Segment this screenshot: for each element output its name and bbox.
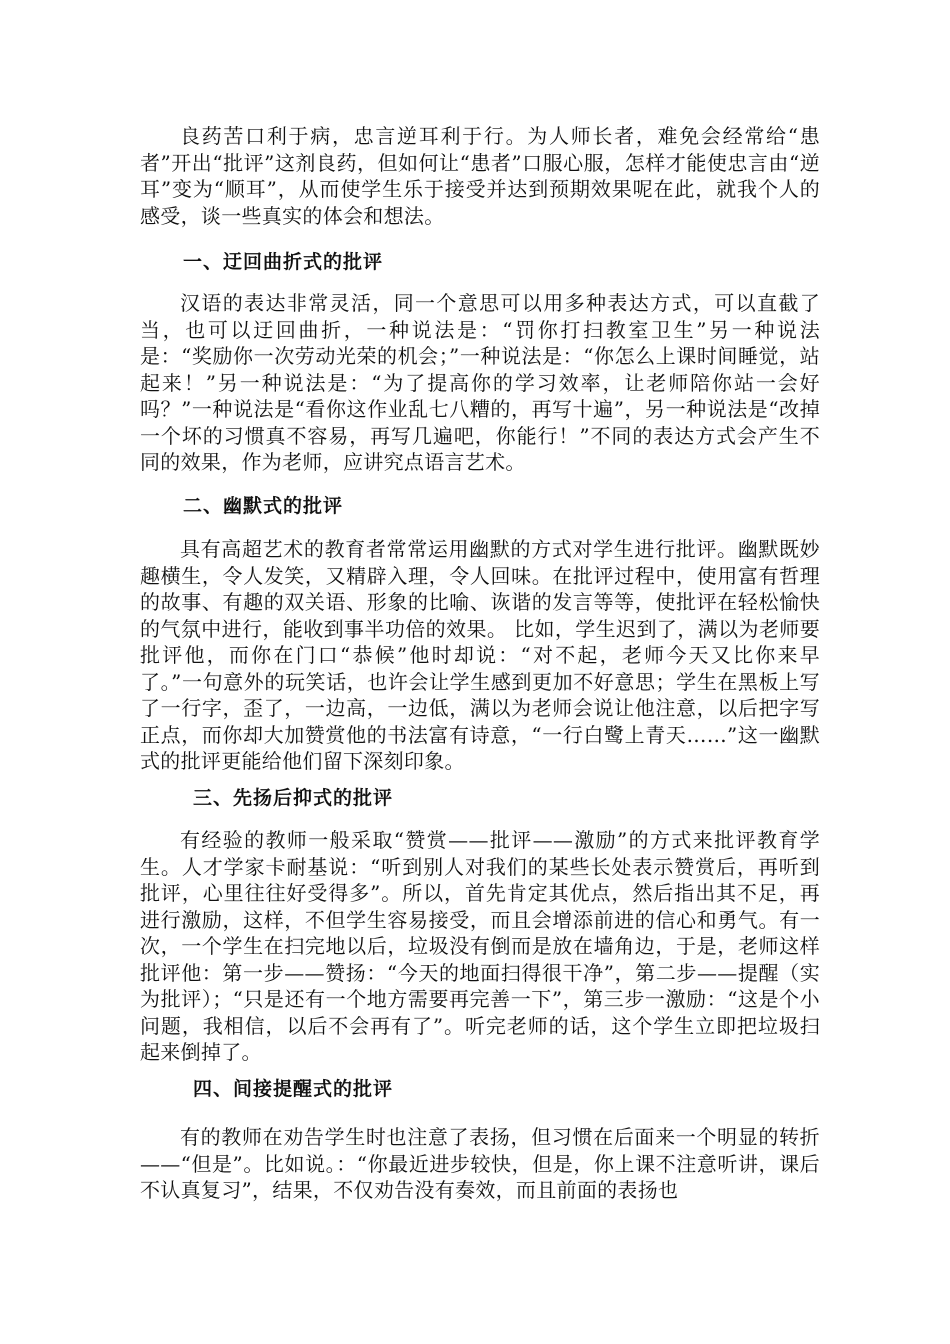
- section-body-1: 汉语的表达非常灵活，同一个意思可以用多种表达方式，可以直截了当，也可以迂回曲折，一种说法是：“罚你打扫教室卫生”另一种说法是：“奖励你一次劳动光荣的机会；”一种说法是：“你怎么上课时间睡觉，站起来！”另一种说法是：“为了提高你的学习效率，让老师陪你站一会好吗？”一种说法是“看你这作业乱七八糟的，再写十遍”，另一种说法是“改掉一个坏的习惯真不容易，再写几遍吧，你能行！”不同的表达方式会产生不同的效果，作为老师，应讲究点语言艺术。: [140, 291, 820, 474]
- section-body-2: 具有高超艺术的教育者常常运用幽默的方式对学生进行批评。幽默既妙趣横生，令人发笑，又精辟入理，令人回味。在批评过程中，使用富有哲理的故事、有趣的双关语、形象的比喻、诙谐的发言等等，使批评在轻松愉快的气氛中进行，能收到事半功倍的效果。 比如，学生迟到了，满以为老师要批评他，而你在门口“恭候”他时却说：“对不起，老师今天又比你来早了。”一句意外的玩笑话，也许会让学生感到更加不好意思；学生在黑板上写了一行字，歪了，一边高，一边低，满以为老师会说让他注意，以后把字写正点，而你却大加赞赏他的书法富有诗意，“一行白鹭上青天……”这一幽默式的批评更能给他们留下深刻印象。: [140, 537, 820, 773]
- section-heading-2: 二、幽默式的批评: [183, 495, 344, 517]
- section-body-3: 有经验的教师一般采取“赞赏——批评——激励”的方式来批评教育学生。人才学家卡耐基说：“听到别人对我们的某些长处表示赞赏后，再听到批评，心里往往好受得多”。所以，首先肯定其优点，然后指出其不足，再进行激励，这样，不但学生容易接受，而且会增添前进的信心和勇气。有一次，一个学生在扫完地以后，垃圾没有倒而是放在墙角边，于是，老师这样批评他：第一步——赞扬：“今天的地面扫得很干净”，第二步——提醒（实为批评）；“只是还有一个地方需要再完善一下”，第三步一激励：“这是个小问题，我相信，以后不会再有了”。听完老师的话，这个学生立即把垃圾扫起来倒掉了。: [140, 828, 820, 1064]
- section-heading-3: 三、先扬后抑式的批评: [193, 787, 394, 809]
- section-heading-4: 四、间接提醒式的批评: [193, 1078, 394, 1100]
- section-body-4: 有的教师在劝告学生时也注意了表扬，但习惯在后面来一个明显的转折——“但是”。比如说。：“你最近进步较快，但是，你上课不注意听讲，课后不认真复习”，结果，不仅劝告没有奏效，而且前面的表扬也: [140, 1125, 820, 1202]
- intro-paragraph: 良药苦口利于病，忠言逆耳利于行。为人师长者，难免会经常给“患者”开出“批评”这剂良药，但如何让“患者”口服心服，怎样才能使忠言由“逆耳”变为“顺耳”，从而使学生乐于接受并达到预期效果呢在此，就我个人的感受，谈一些真实的体会和想法。: [140, 124, 820, 228]
- section-heading-1: 一、迂回曲折式的批评: [183, 251, 384, 273]
